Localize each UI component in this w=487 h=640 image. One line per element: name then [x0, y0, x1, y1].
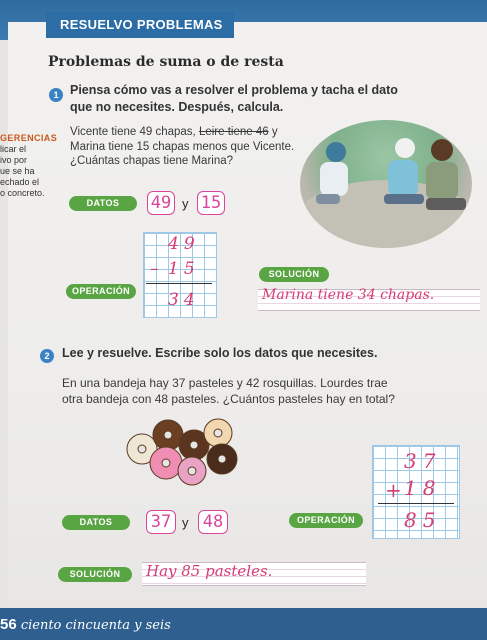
op1-sign: –: [150, 259, 159, 279]
problem-2-text: En una bandeja hay 37 pasteles y 42 rosquillas. Lourdes trae otra bandeja con 48 pasteles. ¿Cuántos pasteles hay en total?: [62, 376, 395, 406]
datos-y-1: y: [182, 196, 189, 211]
op2-result: 85: [404, 508, 442, 532]
donuts-image: [118, 415, 248, 487]
problem-1-instruction: Piensa cómo vas a resolver el problema y tacha el dato que no necesites. Después, calcula.: [70, 83, 398, 114]
problem-1-number: 1: [49, 88, 63, 102]
datos-box-1a: 49: [147, 191, 175, 215]
op2-sign: +: [385, 478, 402, 502]
datos-label-2: DATOS: [62, 515, 130, 530]
datos-box-2a: 37: [146, 510, 176, 534]
page-title: Problemas de suma o de resta: [48, 54, 284, 70]
operacion-label-2: OPERACIÓN: [289, 513, 363, 528]
problem-2-number: 2: [40, 349, 54, 363]
datos-box-1b: 15: [197, 191, 225, 215]
op2-line: [378, 503, 454, 504]
solucion-label-1: SOLUCIÓN: [259, 267, 329, 282]
op2-top: 37: [404, 449, 442, 473]
op1-line: [146, 283, 212, 284]
op1-bottom: 15: [168, 259, 200, 279]
op1-result: 34: [168, 290, 200, 310]
op2-bottom: 18: [404, 476, 442, 500]
datos-y-2: y: [182, 515, 189, 530]
op1-top: 49: [168, 234, 200, 254]
section-banner: RESUELVO PROBLEMAS: [46, 12, 234, 38]
solution-text-1: Marina tiene 34 chapas.: [262, 287, 435, 303]
page-footer: 56 ciento cincuenta y seis: [0, 616, 171, 633]
solucion-label-2: SOLUCIÓN: [58, 567, 132, 582]
struck-datum: Leire tiene 46: [198, 126, 269, 138]
solution-text-2: Hay 85 pasteles.: [146, 562, 273, 580]
sidebar-suggestions: GERENCIAS licar el ivo por ue se ha echado el o concreto.: [0, 133, 58, 198]
datos-label-1: DATOS: [69, 196, 137, 211]
datos-box-2b: 48: [198, 510, 228, 534]
problem-2-instruction: Lee y resuelve. Escribe solo los datos que necesites.: [62, 346, 378, 360]
children-playing-image: [300, 120, 472, 248]
operacion-label-1: OPERACIÓN: [66, 284, 136, 299]
problem-1-text: Vicente tiene 49 chapas, Leire tiene 46 y Marina tiene 15 chapas menos que Vicente. ¿Cuántas chapas tiene Marina?: [70, 126, 295, 167]
